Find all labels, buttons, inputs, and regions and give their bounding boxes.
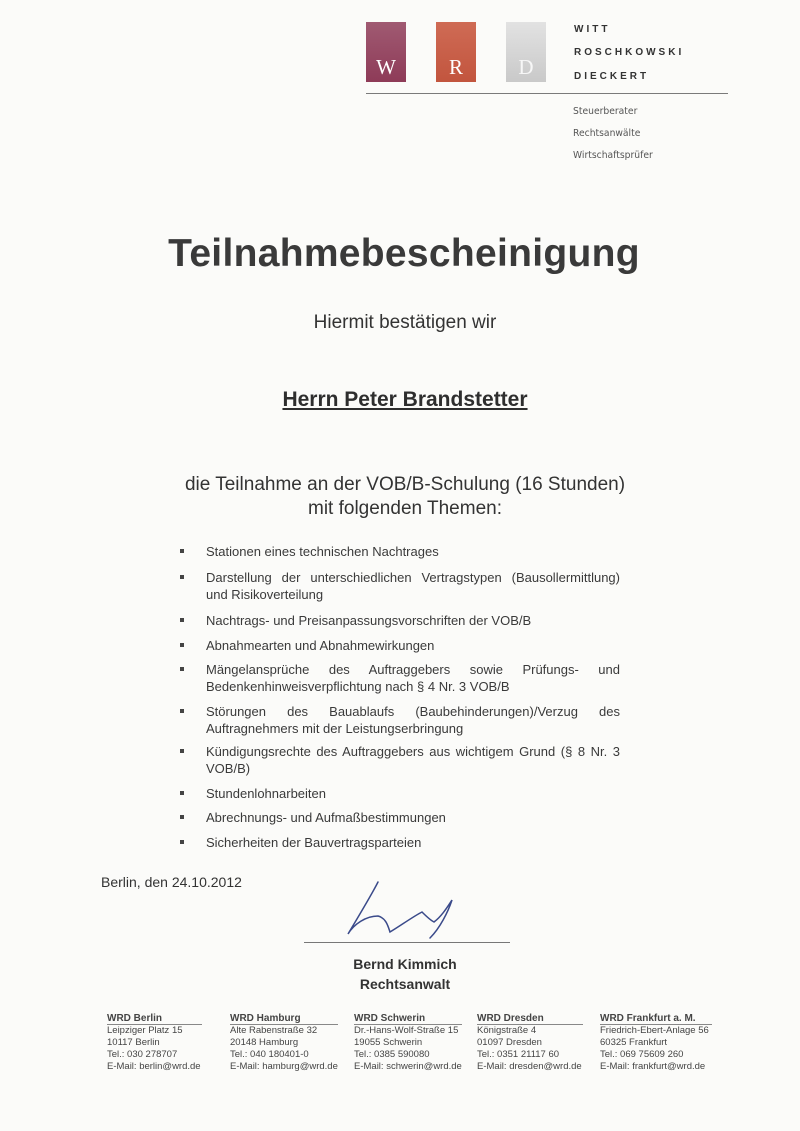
office-hamburg: WRD Hamburg Alte Rabenstraße 32 20148 Hamburg Tel.: 040 180401-0 E-Mail: hamburg@wrd.de bbox=[230, 1013, 338, 1072]
profession-3: Wirtschaftsprüfer bbox=[573, 150, 653, 161]
firm-name-line-2: ROSCHKOWSKI bbox=[574, 47, 685, 58]
bullet-icon bbox=[180, 618, 184, 622]
office-berlin: WRD Berlin Leipziger Platz 15 10117 Berlin Tel.: 030 278707 E-Mail: berlin@wrd.de bbox=[107, 1013, 201, 1072]
firm-name-line-3: DIECKERT bbox=[574, 71, 650, 82]
document-title: Teilnahmebescheinigung bbox=[168, 232, 640, 275]
signature-icon bbox=[330, 876, 470, 946]
signer-role: Rechtsanwalt bbox=[359, 976, 451, 992]
profession-1: Steuerberater bbox=[573, 106, 638, 117]
list-item: Störungen des Bauablaufs (Baubehinderungen)/Verzug des Auftragnehmers mit der Leistungserbringung bbox=[180, 703, 620, 737]
signature-line bbox=[304, 942, 510, 943]
bullet-icon bbox=[180, 709, 184, 713]
bullet-icon bbox=[180, 840, 184, 844]
bullet-icon bbox=[180, 667, 184, 671]
profession-2: Rechtsanwälte bbox=[573, 128, 641, 139]
list-item: Darstellung der unterschiedlichen Vertragstypen (Bausollermittlung) und Risikoverteilung bbox=[180, 569, 620, 603]
participation-line-2: mit folgenden Themen: bbox=[308, 498, 502, 519]
list-item: Kündigungsrechte des Auftraggebers aus wichtigem Grund (§ 8 Nr. 3 VOB/B) bbox=[180, 743, 620, 777]
bullet-icon bbox=[180, 791, 184, 795]
list-item: Mängelansprüche des Auftraggebers sowie Prüfungs- und Bedenkenhinweisverpflichtung nach § 4 Nr. 3 VOB/B bbox=[180, 661, 620, 695]
bullet-icon bbox=[180, 549, 184, 553]
logo-block-r: R bbox=[436, 22, 476, 82]
office-divider bbox=[477, 1024, 583, 1025]
firm-name-line-1: WITT bbox=[574, 24, 611, 35]
bullet-icon bbox=[180, 575, 184, 579]
bullet-icon bbox=[180, 643, 184, 647]
bullet-icon bbox=[180, 749, 184, 753]
office-dresden: WRD Dresden Königstraße 4 01097 Dresden Tel.: 0351 21117 60 E-Mail: dresden@wrd.de bbox=[477, 1013, 582, 1072]
list-item: Nachtrags- und Preisanpassungsvorschriften der VOB/B bbox=[180, 612, 620, 629]
list-item: Abrechnungs- und Aufmaßbestimmungen bbox=[180, 809, 620, 826]
office-divider bbox=[230, 1024, 338, 1025]
logo-block-d: D bbox=[506, 22, 546, 82]
logo-divider bbox=[366, 93, 728, 94]
list-item: Stationen eines technischen Nachtrages bbox=[180, 543, 620, 560]
office-divider bbox=[107, 1024, 202, 1025]
office-frankfurt: WRD Frankfurt a. M. Friedrich-Ebert-Anlage 56 60325 Frankfurt Tel.: 069 75609 260 E-Mail: frankfurt@wrd.de bbox=[600, 1013, 709, 1072]
recipient-name: Herrn Peter Brandstetter bbox=[282, 388, 528, 411]
bullet-icon bbox=[180, 815, 184, 819]
list-item: Stundenlohnarbeiten bbox=[180, 785, 620, 802]
place-and-date: Berlin, den 24.10.2012 bbox=[101, 874, 242, 890]
signer-name: Bernd Kimmich bbox=[353, 956, 457, 972]
list-item: Sicherheiten der Bauvertragsparteien bbox=[180, 834, 620, 851]
office-schwerin: WRD Schwerin Dr.-Hans-Wolf-Straße 15 19055 Schwerin Tel.: 0385 590080 E-Mail: schwerin@wrd.de bbox=[354, 1013, 462, 1072]
intro-text: Hiermit bestätigen wir bbox=[313, 312, 497, 333]
logo-block-w: W bbox=[366, 22, 406, 82]
participation-line-1: die Teilnahme an der VOB/B-Schulung (16 Stunden) bbox=[184, 474, 626, 495]
list-item: Abnahmearten und Abnahmewirkungen bbox=[180, 637, 620, 654]
office-divider bbox=[354, 1024, 462, 1025]
office-divider bbox=[600, 1024, 712, 1025]
